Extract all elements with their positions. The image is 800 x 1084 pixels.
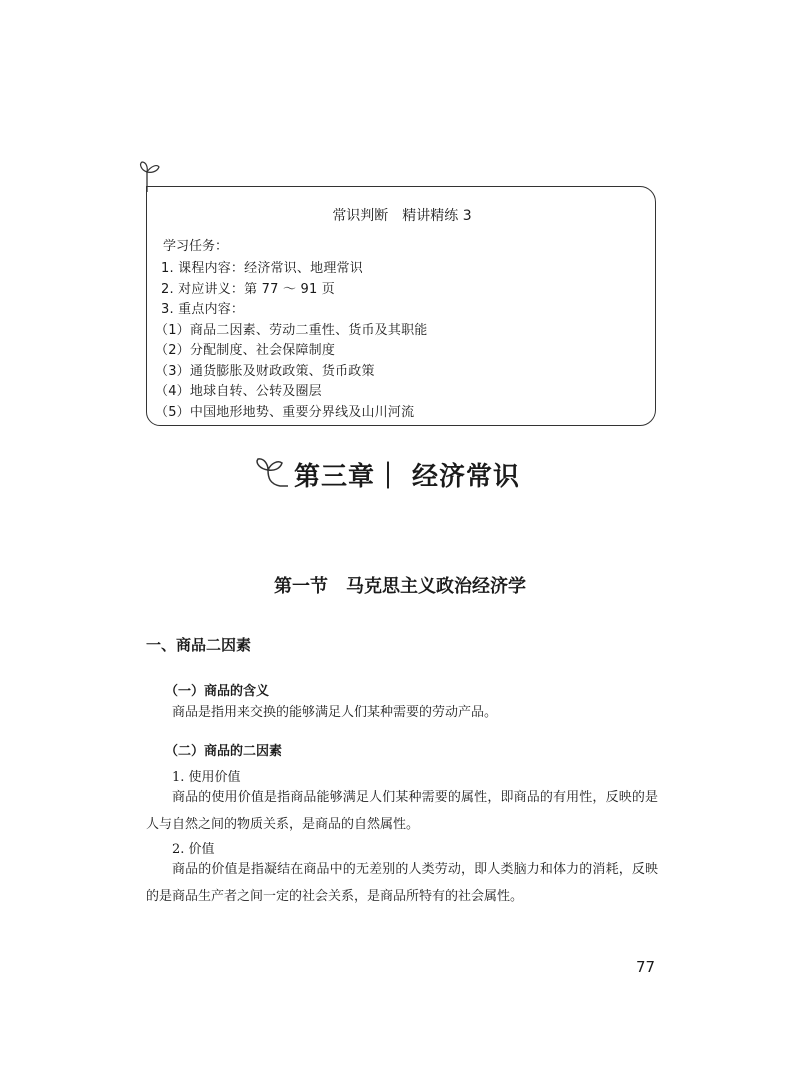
task-line: （2）分配制度、社会保障制度 bbox=[155, 343, 336, 358]
subheading-two-factors: （二）商品的二因素 bbox=[165, 744, 283, 759]
task-label: 学习任务： bbox=[163, 239, 229, 254]
subheading-commodity-meaning: （一）商品的含义 bbox=[165, 684, 270, 699]
paragraph-value: 商品的价值是指凝结在商品中的无差别的人类劳动，即人类脑力和体力的消耗，反映的是商品生产者之间一定的社会关系，是商品所特有的社会属性。 bbox=[146, 862, 658, 904]
chapter-title: 第三章｜ 经济常识 bbox=[294, 462, 521, 492]
task-line: 3. 重点内容： bbox=[161, 302, 245, 317]
task-line: （3）通货膨胀及财政政策、货币政策 bbox=[155, 364, 375, 379]
study-task-box bbox=[146, 186, 656, 426]
chapter-heading bbox=[250, 452, 550, 500]
task-line: （5）中国地形地势、重要分界线及山川河流 bbox=[155, 405, 415, 420]
sprout-icon bbox=[250, 454, 290, 490]
task-line: （1）商品二因素、劳动二重性、货币及其职能 bbox=[155, 323, 428, 338]
task-line: （4）地球自转、公转及圈层 bbox=[155, 384, 322, 399]
task-box-title: 常识判断 精讲精练 3 bbox=[332, 208, 472, 224]
page-number: 77 bbox=[636, 958, 656, 976]
task-line: 1. 课程内容：经济常识、地理常识 bbox=[161, 261, 363, 276]
section-title: 第一节 马克思主义政治经济学 bbox=[274, 576, 526, 597]
item-value-title: 2. 价值 bbox=[172, 842, 215, 857]
paragraph-use-value: 商品的使用价值是指商品能够满足人们某种需要的属性，即商品的有用性，反映的是人与自然之间的物质关系，是商品的自然属性。 bbox=[146, 790, 658, 832]
task-line: 2. 对应讲义：第 77 ～ 91 页 bbox=[161, 282, 335, 297]
heading-commodity-factors: 一、商品二因素 bbox=[146, 636, 252, 654]
paragraph-commodity-meaning: 商品是指用来交换的能够满足人们某种需要的劳动产品。 bbox=[172, 705, 498, 720]
item-use-value-title: 1. 使用价值 bbox=[172, 770, 241, 785]
